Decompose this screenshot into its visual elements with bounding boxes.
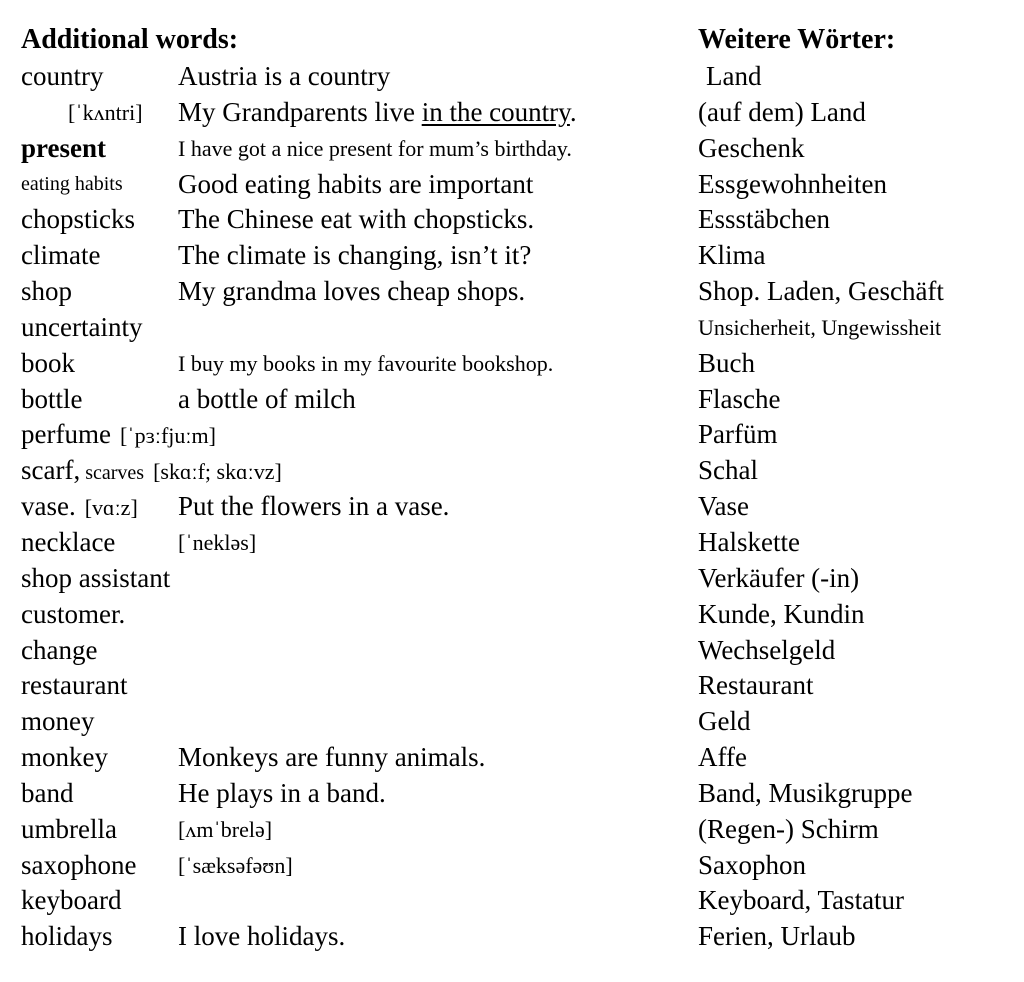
- plural-form: [80, 462, 144, 484]
- vocabulary-list: [0, 59, 1024, 955]
- german-translation: Halskette: [698, 526, 800, 557]
- vocab-row-customer: [0, 597, 1024, 633]
- vocab-row-change: [0, 633, 1024, 669]
- vocab-row-perfume: [0, 417, 1024, 453]
- vocab-row-climate: [0, 238, 1024, 274]
- term: present: [21, 132, 106, 163]
- term: necklace: [21, 526, 116, 557]
- header-additional-words: Additional words:: [21, 24, 239, 55]
- term: band: [21, 777, 74, 808]
- german-translation: Keyboard, Tastatur: [698, 885, 905, 916]
- german-translation: Saxophon: [698, 849, 806, 880]
- german-translation: Vase: [698, 491, 749, 522]
- vocab-row-money: [0, 704, 1024, 740]
- german-translation: Klima: [698, 240, 766, 271]
- vocab-row-scarf: [0, 453, 1024, 489]
- vocab-row-restaurant: [0, 668, 1024, 704]
- term-with-pronunciation: [21, 417, 216, 454]
- german-translation: Geld: [698, 706, 751, 737]
- german-translation: Wechselgeld: [698, 634, 836, 665]
- pronunciation: [ˈkʌntri]: [68, 99, 143, 125]
- term: restaurant: [21, 670, 128, 701]
- pronunciation: [ˈnekləs]: [178, 529, 257, 555]
- german-translation: Schal: [698, 455, 758, 486]
- vocab-row-monkey: [0, 740, 1024, 776]
- term: shop: [21, 276, 73, 307]
- example-sentence: The Chinese eat with chopsticks.: [178, 204, 535, 235]
- term: monkey: [21, 742, 108, 773]
- german-translation: Ferien, Urlaub: [698, 921, 856, 952]
- german-translation: Verkäufer (-in): [698, 562, 860, 593]
- german-translation: Parfüm: [698, 419, 778, 450]
- term-with-pronunciation: [21, 489, 138, 526]
- term: chopsticks: [21, 204, 135, 235]
- vocab-row-umbrella: [0, 812, 1024, 848]
- term: uncertainty: [21, 311, 143, 342]
- term: shop assistant: [21, 562, 171, 593]
- vocab-row-bottle: [0, 382, 1024, 418]
- term: money: [21, 706, 95, 737]
- example-sentence: a bottle of milch: [178, 383, 356, 414]
- vocab-row-present: [0, 131, 1024, 167]
- german-translation: Flasche: [698, 383, 781, 414]
- plural-text: scarves: [85, 462, 145, 485]
- vocab-row-book: [0, 346, 1024, 382]
- example-sentence: I have got a nice present for mum’s birthday.: [178, 135, 572, 161]
- example-sentence: Good eating habits are important: [178, 168, 534, 199]
- vocab-row-vase: [0, 489, 1024, 525]
- term: saxophone: [21, 849, 137, 880]
- vocab-row-necklace: [0, 525, 1024, 561]
- german-translation: (auf dem) Land: [698, 96, 866, 127]
- pronunciation: [ʌmˈbrelə]: [178, 816, 273, 842]
- example-sentence: I love holidays.: [178, 921, 346, 952]
- term: bottle: [21, 383, 83, 414]
- header-weitere-woerter: Weitere Wörter:: [698, 24, 896, 55]
- example-sentence: My grandma loves cheap shops.: [178, 276, 526, 307]
- vocab-row-keyboard: [0, 883, 1024, 919]
- vocab-row-eating-habits: [0, 167, 1024, 203]
- pronunciation: [ˈpɜːfjuːm]: [119, 423, 216, 449]
- term: book: [21, 347, 75, 378]
- pronunciation: [vɑːz]: [84, 495, 138, 521]
- term-with-pronunciation: [21, 453, 282, 492]
- vocab-row-country-pronunciation: [0, 95, 1024, 131]
- example-sentence: He plays in a band.: [178, 777, 386, 808]
- pronunciation: [ˈsæksəfəʊn]: [178, 852, 293, 878]
- example-sentence: Monkeys are funny animals.: [178, 742, 486, 773]
- german-translation: Shop. Laden, Geschäft: [698, 276, 944, 307]
- example-sentence: I buy my books in my favourite bookshop.: [178, 350, 554, 376]
- german-translation: (Regen-) Schirm: [698, 813, 879, 844]
- term: perfume: [21, 419, 111, 450]
- example-underlined: in the country: [421, 96, 570, 127]
- term: change: [21, 634, 98, 665]
- german-translation: Land: [706, 61, 762, 91]
- vocab-row-holidays: [0, 919, 1024, 955]
- example-sentence: The climate is changing, isn’t it?: [178, 240, 532, 271]
- vocab-row-uncertainty: [0, 310, 1024, 346]
- pronunciation: [skɑːf; skɑːvz]: [153, 459, 282, 485]
- example-sentence: Put the flowers in a vase.: [178, 491, 450, 522]
- german-translation: Restaurant: [698, 670, 814, 701]
- vocab-row-shop-assistant: [0, 561, 1024, 597]
- term: vase.: [21, 491, 76, 522]
- example-text: My Grandparents live: [178, 96, 422, 127]
- term: country: [21, 61, 104, 91]
- german-translation: Essgewohnheiten: [698, 168, 887, 199]
- german-translation: Essstäbchen: [698, 204, 830, 235]
- term: climate: [21, 240, 101, 271]
- german-translation: Band, Musikgruppe: [698, 777, 913, 808]
- german-translation: Affe: [698, 742, 747, 773]
- example-sentence: Austria is a country: [178, 61, 391, 91]
- term: scarf,: [21, 455, 81, 486]
- vocab-row-chopsticks: [0, 202, 1024, 238]
- term: eating habits: [21, 172, 123, 195]
- example-end: .: [569, 96, 577, 127]
- term: umbrella: [21, 813, 117, 844]
- german-translation: Buch: [698, 347, 755, 378]
- german-translation: Geschenk: [698, 132, 805, 163]
- vocab-row-saxophone: [0, 848, 1024, 884]
- example-sentence: [178, 95, 577, 131]
- german-translation: Kunde, Kundin: [698, 598, 865, 629]
- vocab-row-country: [0, 59, 1024, 95]
- term: customer.: [21, 598, 126, 629]
- term: holidays: [21, 921, 113, 952]
- vocab-row-band: [0, 776, 1024, 812]
- vocab-row-shop: [0, 274, 1024, 310]
- term: keyboard: [21, 885, 122, 916]
- german-translation: Unsicherheit, Ungewissheit: [698, 314, 942, 340]
